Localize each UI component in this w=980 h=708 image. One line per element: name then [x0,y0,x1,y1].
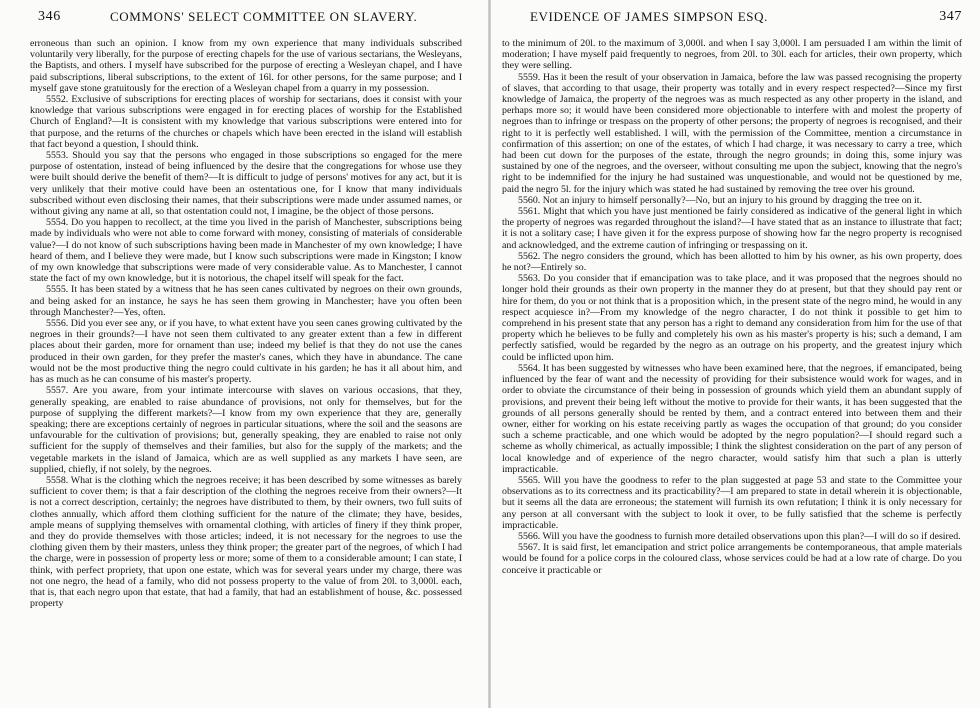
question-5563: 5563. Do you consider that if emancipation was to take place, and it was proposed that the negroes should no longer hold their grounds as their own property in the manner they do at present, but that they should pay rent or hire for them, do you or not think that is a proposition which, in the present state of the negro mind, he would in any respect acquiesce in?—From my knowledge of the negro character, I do not think it possible to get him to comprehend in his present state that any person has a right to demand any consideration from him for the use of that property which he believes to be fully and completely his own as his master's property is his; such a demand, I am perfectly satisfied, would be regarded by the negro as an outrage on his property, and the greatest injury which could be inflicted upon him. [502,273,962,363]
question-5557: 5557. Are you aware, from your intimate intercourse with slaves on various occasions, that they, generally speaking, are enabled to raise abundance of provisions, not only for themselves, but for the purpose of supplying the different markets?—I know from my own experience that they are, generally speaking; there are exceptions certainly of negroes in particular situations, where the soil and the seasons are unfavourable for the cultivation of provisions; but, generally speaking, they are enabled to raise not only sufficient for the supply of themselves and their families, but also for the supply of the markets; and the vegetable markets in the island of Jamaica, which are as well supplied as any markets I have seen, are supplied, chiefly, if not solely, by the negroes. [30,385,462,475]
question-5567: 5567. It is said first, let emancipation and strict police arrangements be contemporaneous, that ample materials would be found for a police corps in the coloured class, whose services could be had at a low rate of charge. Do you conceive it practicable or [502,542,962,576]
question-5552: 5552. Exclusive of subscriptions for erecting places of worship for sectarians, does it consist with your knowledge that various subscriptions were engaged in for erecting places of worship for the Established Church of England?—It is consistent with my knowledge that various subscriptions were entered into for that purpose, and the returns of the churches or chapels which have been erected in the island will establish that fact beyond a question, I should think. [30,94,462,150]
left-page-title: COMMONS' SELECT COMMITTEE ON SLAVERY. [110,9,418,24]
question-5566: 5566. Will you have the goodness to furnish more detailed observations upon this plan?—I will do so if desired. [518,530,961,542]
left-page-body [30,38,462,609]
right-paragraph: to the minimum of 20l. to the maximum of 3,000l. and when I say 3,000l. I am persuaded I am within the limit of moderation; I have myself paid frequently to negroes, from 20l. to 30l. each for articles, their own property, which they were selling. [502,38,962,72]
question-5565: 5565. Will you have the goodness to refer to the plan suggested at page 53 and state to the Committee your observations as to its correctness and its practicability?—I am prepared to state in detail wherein it is objectionable, but it seems all the data are erroneous; the statement will furnish its own refutation; I think it is only necessary for any person at all conversant with the subject to look it over, to be fully satisfied that the scheme is perfectly impracticable. [502,474,962,531]
question-5555: 5555. It has been stated by a witness that he has seen canes cultivated by negroes on their own grounds, and being asked for an instance, he says he has seen them growing in Manchester; have you often been through Manchester?—Yes, often. [30,284,462,318]
question-5558: 5558. What is the clothing which the negroes receive; it has been described by some witnesses as barely sufficient to cover them; is that a fair description of the clothing the negroes receive from their owners?—It is not a correct description, certainly; the negroes have distributed to them, by their owners, two full suits of clothes annually, which afford them clothing sufficient for the nature of the climate; they have, besides, ample means of supplying themselves with ornamental clothing, with articles of finery if they think proper, and they do provide themselves with those articles; indeed, it is not necessary for the negroes to use the clothing given them by their masters, unless they think proper; the greater part of the negroes, of which I had the charge, were in possession of property less or more; some of them to a considerable amount; I can state, I think, with perfect propriety, that upon one estate, which was for several years under my charge, there was not one negro, the head of a family, who did not possess property to the value of from 20l. to 3,000l. each, that is, that each negro upon that estate, that had a family, that had an establishment of house, &c. possessed property [30,474,462,610]
right-page-number: 347 [939,9,962,24]
left-paragraph: erroneous than such an opinion. I know from my own experience that many individuals subscribed voluntarily very liberally, for the purpose of erecting chapels for the use of various sectarians, the Wesleyans, the Baptists, and others. I myself have subscribed for the purpose of erecting a Wesleyan chapel, and I have paid subscriptions, liberal subscriptions, to the extent of 16l. for other persons, for the same purpose; and I myself gave stone gratuitously for the erection of a Wesleyan chapel from a quarry in my possession. [30,38,462,94]
right-page [490,0,980,708]
question-5556: 5556. Did you ever see any, or if you have, to what extent have you seen canes growing cultivated by the negroes in their grounds?—I have not seen them cultivated to any greater extent than a few in different places about their garden, more for ornament than use; indeed my belief is that they do not use the canes produced in their own garden, for they prefer the master's canes, which they have in abundance. The cane would not be the most productive thing the negro could cultivate in his garden; he has it all about him, and has as much as he can consume of his master's property. [30,318,462,386]
question-5562: 5562. The negro considers the ground, which has been allotted to him by his owner, as his own property, does he not?—Entirely so. [502,250,962,274]
question-5564: 5564. It has been suggested by witnesses who have been examined here, that the negroes, if emancipated, being influenced by the fear of want and the necessity of providing for their subsistence would work for wages, and in order to obviate the circumstance of their being in possession of grounds which yield them an abundant supply of provisions, and prevent their being left without the motive to provide for their wants, it has been suggested that the grounds of all persons generally should be rented by them, and a contract entered into between them and their owner, either for working on his estate receiving partly as wages the occupation of that ground; do you consider such a scheme practicable, and one which would be adopted by the negro population?—I should regard such a scheme as wholly chimerical, as actually impossible; I think the slightest consideration on the part of any person of local knowledge and of experience of the negro character, would satisfy him that such a plan is utterly impracticable. [502,362,962,475]
question-5553: 5553. Should you say that the persons who engaged in those subscriptions so engaged for the mere purpose of ostentation, instead of being influenced by the desire that the congregations for whose use they were built should derive the benefit of them?—It is difficult to judge of persons' motives for any act, but it is very unlikely that their motive could have been an ostentatious one, for I know that many individuals subscribed without even disclosing their names, that their subscriptions were made under assumed names, or without giving any name at all, so that ostentation could not, I imagine, be the object of those persons. [30,150,462,218]
right-page-title: EVIDENCE OF JAMES SIMPSON ESQ. [530,9,768,24]
question-5559: 5559. Has it been the result of your observation in Jamaica, before the law was passed recognising the property of slaves, that according to that usage, their property was totally and in every respect respected?—Since my first knowledge of Jamaica, the property of the negroes was as much respected as any other property in the island, and perhaps more so; it would have been considered more objectionable to interfere with and molest the property of negroes than to infringe or trespass on the property of other persons; the property of negroes is recognised, and their right to it is perfectly well established. I will, with the permission of the Committee, mention a circumstance in confirmation of this assertion; on one of the estates, of which I had charge, it was necessary to carry a tree, which had been cut down for the purposes of the estate, through the negro grounds; in doing this, some injury was sustained by one of the negroes, and the overseer, without consulting me upon the subject, knowing that the negro's right to be indemnified for the injury he had sustained was unquestionable, and would not be questioned by me, paid the negro 5l. for the injury which was stated he had sustained by removing the tree over his ground. [502,71,962,195]
right-page-body [502,38,962,576]
question-5561: 5561. Might that which you have just mentioned be fairly considered as indicative of the general light in which the property of negroes was regarded throughout the island?—I have stated that as an instance to illustrate that fact; it is not a solitary case; I have given it for the express purpose of showing how far the negro property is recognised and acknowledged, and the extreme caution of infringing or trespassing on it. [502,206,962,251]
left-page-number: 346 [38,9,61,24]
question-5554: 5554. Do you happen to recollect, at the time you lived in the parish of Manchester, subscriptions being made by individuals who were not able to come forward with money, consisting of materials of considerable value?—I do not know of such subscriptions having been made in Manchester of my own knowledge; I have heard of them, and I believe they were made, but I know such subscriptions were made in Kingston; I know of my own knowledge that subscriptions were made of very considerable value. As to Manchester, I cannot state the fact of my own knowledge, but it is notorious, the chapel itself will speak for the fact. [30,217,462,285]
question-5560: 5560. Not an injury to himself personally?—No, but an injury to his ground by dragging the tree on it. [518,194,922,206]
